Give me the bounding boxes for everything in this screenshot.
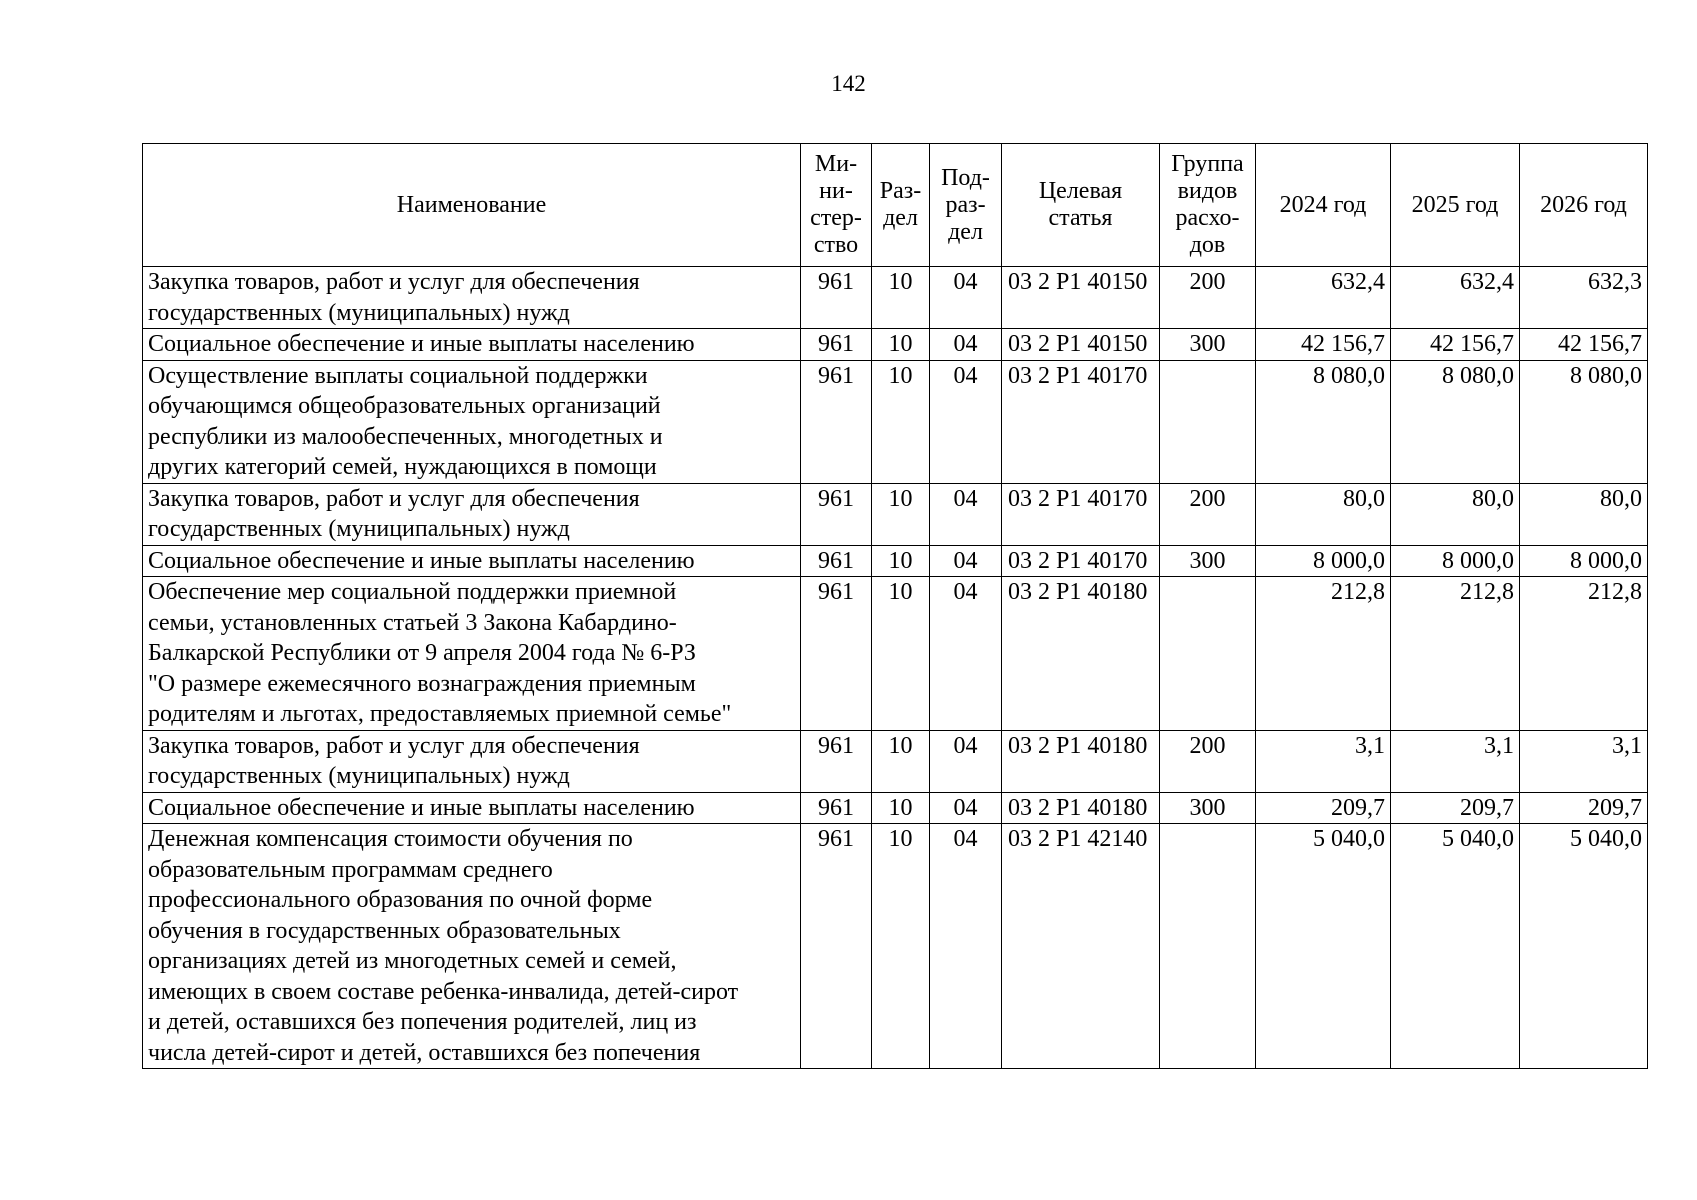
- row-subsection: 04: [930, 792, 1002, 824]
- row-2025: 212,8: [1391, 577, 1520, 731]
- header-subsection: Под- раз- дел: [930, 144, 1002, 267]
- row-expense-group: 200: [1160, 730, 1256, 792]
- row-expense-group: 200: [1160, 483, 1256, 545]
- row-2026: 42 156,7: [1520, 329, 1648, 361]
- table-row: [143, 792, 1648, 824]
- row-target-article: 03 2 P1 40170: [1002, 360, 1160, 483]
- budget-table: [142, 143, 1648, 1069]
- header-target-article: Целевая статья: [1002, 144, 1160, 267]
- table-row: [143, 577, 1648, 731]
- row-2026: 632,3: [1520, 267, 1648, 329]
- row-subsection: 04: [930, 730, 1002, 792]
- row-target-article: 03 2 P1 40150: [1002, 329, 1160, 361]
- row-section: 10: [872, 577, 930, 731]
- row-2024: 212,8: [1256, 577, 1391, 731]
- row-ministry: 961: [801, 792, 872, 824]
- row-2024: 632,4: [1256, 267, 1391, 329]
- row-section: 10: [872, 792, 930, 824]
- row-2026: 8 080,0: [1520, 360, 1648, 483]
- row-ministry: 961: [801, 545, 872, 577]
- row-expense-group: 300: [1160, 329, 1256, 361]
- row-target-article: 03 2 P1 40150: [1002, 267, 1160, 329]
- row-expense-group: 300: [1160, 792, 1256, 824]
- row-subsection: 04: [930, 824, 1002, 1069]
- row-2026: 80,0: [1520, 483, 1648, 545]
- row-2024: 8 000,0: [1256, 545, 1391, 577]
- table-row: [143, 545, 1648, 577]
- row-2025: 80,0: [1391, 483, 1520, 545]
- row-2026: 3,1: [1520, 730, 1648, 792]
- table-row: [143, 730, 1648, 792]
- table-row: [143, 824, 1648, 1069]
- row-2024: 42 156,7: [1256, 329, 1391, 361]
- row-expense-group: 200: [1160, 267, 1256, 329]
- row-name: Социальное обеспечение и иные выплаты населению: [143, 792, 801, 824]
- row-2026: 209,7: [1520, 792, 1648, 824]
- row-2025: 8 000,0: [1391, 545, 1520, 577]
- row-section: 10: [872, 360, 930, 483]
- row-target-article: 03 2 P1 40180: [1002, 792, 1160, 824]
- table-row: [143, 483, 1648, 545]
- row-2025: 5 040,0: [1391, 824, 1520, 1069]
- header-2025: 2025 год: [1391, 144, 1520, 267]
- row-ministry: 961: [801, 483, 872, 545]
- page-number: 142: [831, 71, 866, 96]
- row-ministry: 961: [801, 730, 872, 792]
- row-2024: 209,7: [1256, 792, 1391, 824]
- row-2024: 3,1: [1256, 730, 1391, 792]
- row-name: Закупка товаров, работ и услуг для обеспечения государственных (муниципальных) нужд: [143, 730, 801, 792]
- table-row: [143, 329, 1648, 361]
- row-2025: 3,1: [1391, 730, 1520, 792]
- header-expense-group: Группа видов расхо- дов: [1160, 144, 1256, 267]
- row-ministry: 961: [801, 267, 872, 329]
- row-ministry: 961: [801, 824, 872, 1069]
- row-target-article: 03 2 P1 40180: [1002, 730, 1160, 792]
- row-ministry: 961: [801, 329, 872, 361]
- table-header-row: [143, 144, 1648, 267]
- row-name: Обеспечение мер социальной поддержки приемной семьи, установленных статьей 3 Закона Кабардино- Балкарской Республики от 9 апреля 2004 года № 6-РЗ "О размере ежемесячного вознаграждения приемным родителям и льготах, предоставляемых приемной семье": [143, 577, 801, 731]
- row-2024: 8 080,0: [1256, 360, 1391, 483]
- table-row: [143, 267, 1648, 329]
- row-target-article: 03 2 P1 42140: [1002, 824, 1160, 1069]
- row-subsection: 04: [930, 577, 1002, 731]
- header-2024: 2024 год: [1256, 144, 1391, 267]
- row-section: 10: [872, 267, 930, 329]
- row-section: 10: [872, 329, 930, 361]
- header-ministry: Ми- ни- стер- ство: [801, 144, 872, 267]
- row-target-article: 03 2 P1 40170: [1002, 545, 1160, 577]
- row-expense-group: [1160, 360, 1256, 483]
- row-subsection: 04: [930, 267, 1002, 329]
- row-expense-group: [1160, 824, 1256, 1069]
- row-name: Денежная компенсация стоимости обучения по образовательным программам среднего профессионального образования по очной форме обучения в государственных образовательных организациях детей из многодетных семей и семей, имеющих в своем составе ребенка-инвалида, детей-сирот и детей, оставшихся без попечения родителей, лиц из числа детей-сирот и детей, оставшихся без попечения: [143, 824, 801, 1069]
- row-expense-group: 300: [1160, 545, 1256, 577]
- row-2025: 209,7: [1391, 792, 1520, 824]
- table-row: [143, 360, 1648, 483]
- row-subsection: 04: [930, 545, 1002, 577]
- header-name: Наименование: [143, 144, 801, 267]
- row-2026: 212,8: [1520, 577, 1648, 731]
- row-expense-group: [1160, 577, 1256, 731]
- row-2025: 42 156,7: [1391, 329, 1520, 361]
- row-target-article: 03 2 P1 40180: [1002, 577, 1160, 731]
- row-2026: 8 000,0: [1520, 545, 1648, 577]
- header-section: Раз- дел: [872, 144, 930, 267]
- row-subsection: 04: [930, 360, 1002, 483]
- header-2026: 2026 год: [1520, 144, 1648, 267]
- row-subsection: 04: [930, 329, 1002, 361]
- row-2024: 5 040,0: [1256, 824, 1391, 1069]
- row-subsection: 04: [930, 483, 1002, 545]
- row-ministry: 961: [801, 360, 872, 483]
- row-name: Осуществление выплаты социальной поддержки обучающимся общеобразовательных организаций республики из малообеспеченных, многодетных и других категорий семей, нуждающихся в помощи: [143, 360, 801, 483]
- row-2026: 5 040,0: [1520, 824, 1648, 1069]
- row-2024: 80,0: [1256, 483, 1391, 545]
- row-2025: 8 080,0: [1391, 360, 1520, 483]
- row-ministry: 961: [801, 577, 872, 731]
- row-section: 10: [872, 824, 930, 1069]
- row-name: Социальное обеспечение и иные выплаты населению: [143, 329, 801, 361]
- row-section: 10: [872, 545, 930, 577]
- row-name: Закупка товаров, работ и услуг для обеспечения государственных (муниципальных) нужд: [143, 483, 801, 545]
- row-2025: 632,4: [1391, 267, 1520, 329]
- row-section: 10: [872, 730, 930, 792]
- row-section: 10: [872, 483, 930, 545]
- row-name: Закупка товаров, работ и услуг для обеспечения государственных (муниципальных) нужд: [143, 267, 801, 329]
- row-name: Социальное обеспечение и иные выплаты населению: [143, 545, 801, 577]
- row-target-article: 03 2 P1 40170: [1002, 483, 1160, 545]
